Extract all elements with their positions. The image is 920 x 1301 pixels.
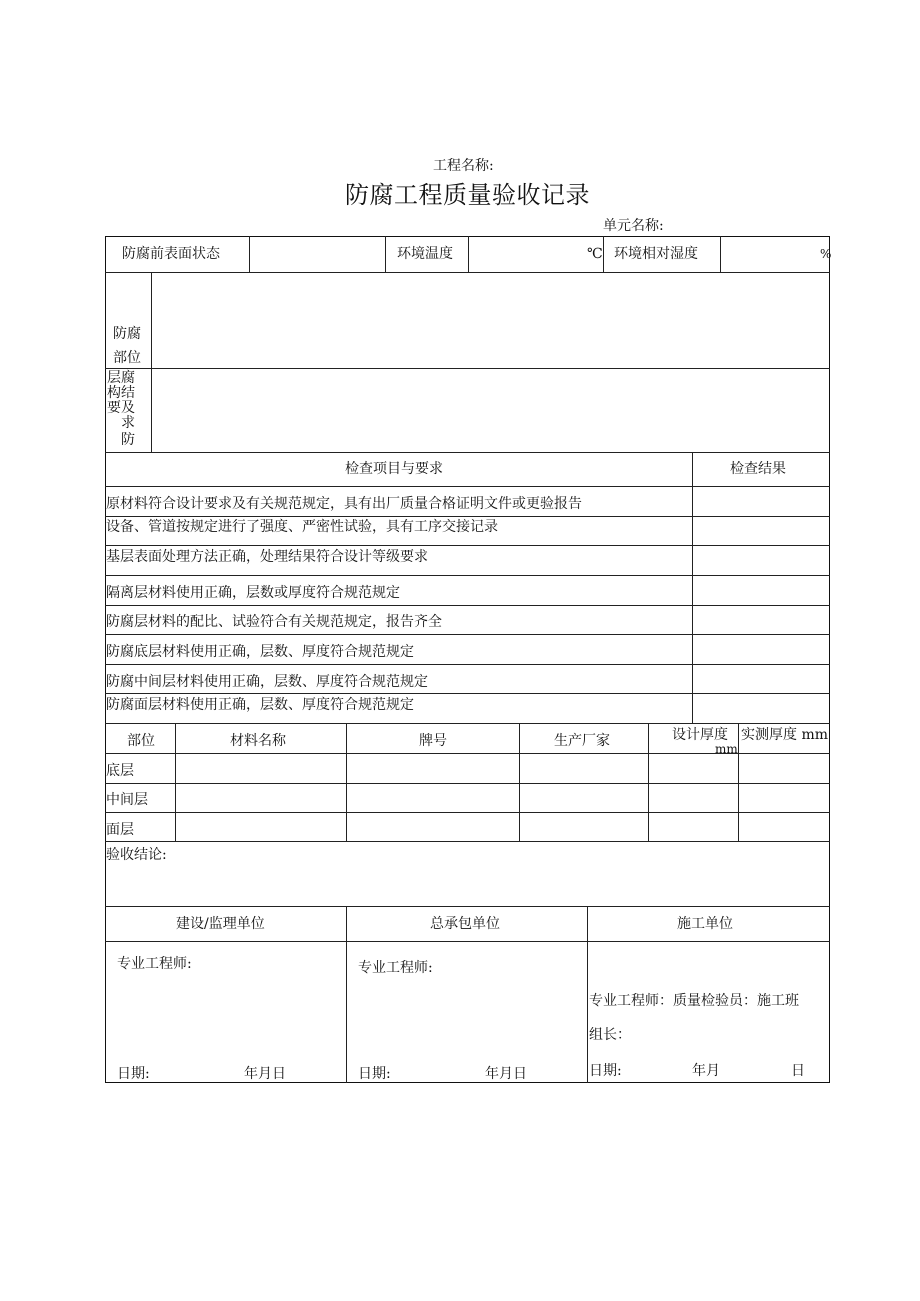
- inspection-item-7: 防腐中间层材料使用正确，层数、厚度符合规范规定: [106, 674, 428, 690]
- signoff-col3-date-label: 日期:: [589, 1063, 622, 1079]
- table-right-border: [829, 236, 830, 1083]
- divider: [249, 236, 250, 272]
- inspection-item-2: 设备、管道按规定进行了强度、严密性试验，具有工序交接记录: [106, 519, 498, 535]
- divider: [105, 812, 830, 813]
- signoff-col3-header: 施工单位: [677, 916, 733, 932]
- temp-unit: ℃: [587, 246, 603, 262]
- page-title: 防腐工程质量验收记录: [345, 181, 590, 209]
- structure-label-line4: 求: [121, 415, 135, 431]
- divider: [738, 723, 739, 841]
- materials-row-middle: 中间层: [106, 792, 148, 808]
- divider: [105, 753, 830, 754]
- materials-header-measured-thickness: 实测厚度 mm: [741, 727, 829, 743]
- structure-label-line3: 要及: [107, 400, 135, 416]
- structure-label-line2: 构结: [107, 385, 135, 401]
- signoff-col1-ymd: 年月日: [244, 1066, 286, 1082]
- divider: [603, 236, 604, 272]
- divider: [105, 906, 830, 907]
- inspection-result-header: 检查结果: [730, 461, 786, 477]
- part-label-line1: 防腐: [113, 326, 141, 342]
- divider: [692, 452, 693, 723]
- signoff-col2-engineer: 专业工程师:: [358, 960, 433, 976]
- materials-header-manufacturer: 生产厂家: [554, 733, 610, 749]
- materials-header-design-thickness: 设计厚度: [672, 727, 728, 743]
- env-humidity-label: 环境相对湿度: [614, 246, 698, 262]
- signoff-col3-d: 日: [791, 1063, 805, 1079]
- project-name-label: 工程名称:: [433, 158, 494, 174]
- table-bottom-border: [105, 1082, 830, 1083]
- signoff-col3-roles-line2: 组长：: [589, 1027, 631, 1043]
- inspection-item-4: 隔离层材料使用正确，层数或厚度符合规范规定: [106, 585, 400, 601]
- divider: [105, 516, 830, 517]
- inspection-item-6: 防腐底层材料使用正确，层数、厚度符合规范规定: [106, 644, 414, 660]
- divider: [151, 272, 152, 452]
- materials-row-top: 面层: [106, 822, 134, 838]
- surface-state-label: 防腐前表面状态: [122, 246, 220, 262]
- divider: [105, 723, 830, 724]
- env-temp-label: 环境温度: [397, 246, 453, 262]
- divider: [346, 723, 347, 841]
- divider: [105, 486, 830, 487]
- divider: [105, 941, 830, 942]
- divider: [105, 693, 830, 694]
- divider: [648, 723, 649, 841]
- divider: [385, 236, 386, 272]
- materials-header-name: 材料名称: [230, 733, 286, 749]
- signoff-col1-header: 建设/监理单位: [176, 916, 265, 932]
- divider: [105, 452, 830, 453]
- divider: [105, 634, 830, 635]
- materials-header-design-unit: mm: [715, 743, 738, 753]
- signoff-col2-header: 总承包单位: [430, 916, 500, 932]
- signoff-col3-ym: 年月: [692, 1063, 720, 1079]
- unit-name-label: 单元名称:: [603, 218, 664, 234]
- inspection-item-5: 防腐层材料的配比、试验符合有关规范规定，报告齐全: [106, 614, 442, 630]
- divider: [468, 236, 469, 272]
- divider: [105, 368, 830, 369]
- divider: [587, 906, 588, 1083]
- signoff-col2-date-label: 日期:: [358, 1066, 391, 1082]
- divider: [105, 841, 830, 842]
- signoff-col3-roles-line1: 专业工程师：质量检验员：施工班: [589, 993, 799, 1009]
- inspection-item-8: 防腐面层材料使用正确，层数、厚度符合规范规定: [106, 697, 414, 713]
- materials-row-bottom: 底层: [106, 763, 134, 779]
- signoff-col2-ymd: 年月日: [485, 1066, 527, 1082]
- inspection-item-1: 原材料符合设计要求及有关规范规定，具有出厂质量合格证明文件或更验报告: [106, 496, 582, 512]
- part-label-line2: 部位: [113, 350, 141, 366]
- structure-label-line1: 层腐: [107, 370, 135, 386]
- divider: [346, 906, 347, 1083]
- divider: [105, 605, 830, 606]
- structure-label-line5: 防: [121, 432, 135, 448]
- humidity-unit: %: [820, 247, 832, 261]
- divider: [175, 723, 176, 841]
- signoff-col1-engineer: 专业工程师:: [117, 956, 192, 972]
- divider: [105, 545, 830, 546]
- inspection-item-header: 检查项目与要求: [345, 461, 443, 477]
- divider: [519, 723, 520, 841]
- divider: [720, 236, 721, 272]
- divider: [105, 575, 830, 576]
- divider: [105, 272, 830, 273]
- conclusion-label: 验收结论:: [106, 847, 167, 863]
- signoff-col1-date-label: 日期:: [117, 1066, 150, 1082]
- materials-header-brand: 牌号: [419, 733, 447, 749]
- divider: [105, 783, 830, 784]
- divider: [105, 664, 830, 665]
- materials-header-part: 部位: [127, 733, 155, 749]
- inspection-item-3: 基层表面处理方法正确，处理结果符合设计等级要求: [106, 549, 428, 565]
